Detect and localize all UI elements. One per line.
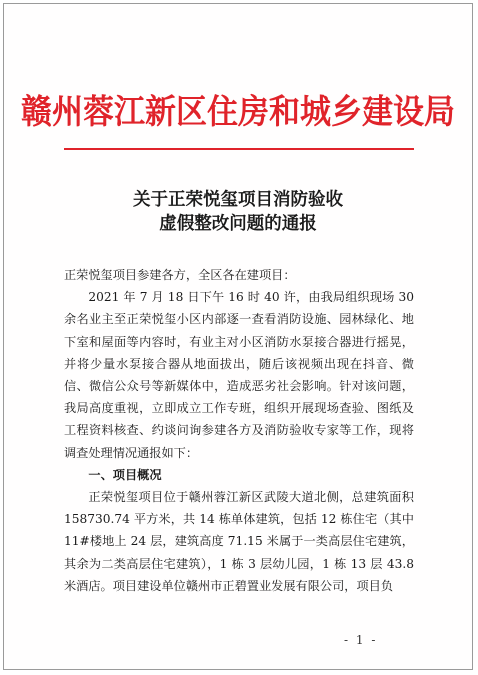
document-title-line-2: 虚假整改问题的通报	[159, 214, 317, 234]
document-body	[64, 264, 414, 597]
page-number: - 1 -	[344, 633, 378, 647]
issuing-authority-header: 赣州蓉江新区住房和城乡建设局	[21, 92, 455, 132]
section-heading-1: 一、项目概况	[88, 467, 162, 482]
salutation: 正荣悦玺项目参建各方，全区各在建项目：	[64, 268, 296, 282]
document-page	[3, 3, 473, 670]
body-paragraph-1: 2021 年 7 月 18 日下午 16 时 40 许，由我局组织现场 30 余名业主至正荣悦玺小区内部逐一查看消防设施、园林绿化、地下室和屋面等内容时，有业主对小区消防水泵接合器进行摇晃，并将少量水泵接合器从地面拔出，随后该视频出现在抖音、微信、微信公众号等新媒体中，造成恶劣社会影响。针对该问题，我局高度重视，立即成立工作专班，组织开展现场查验、图纸及工程资料核查、约谈问询参建各方及消防验收专家等工作，现将调查处理情况通报如下：	[64, 290, 414, 460]
body-paragraph-2: 正荣悦玺项目位于赣州蓉江新区武陵大道北侧，总建筑面积 158730.74 平方米，共 14 栋单体建筑，包括 12 栋住宅（其中 11#楼地上 24 层，建筑高度 71.15 米属于一类高层住宅建筑，其余为二类高层住宅建筑），1 栋 3 层幼儿园，1 栋 13 层 43.8 米酒店。项目建设单位赣州市正碧置业发展有限公司，项目负	[64, 490, 414, 593]
red-header-rule	[64, 148, 414, 150]
document-title-line-1: 关于正荣悦玺项目消防验收	[133, 190, 343, 210]
document-title	[4, 188, 472, 236]
